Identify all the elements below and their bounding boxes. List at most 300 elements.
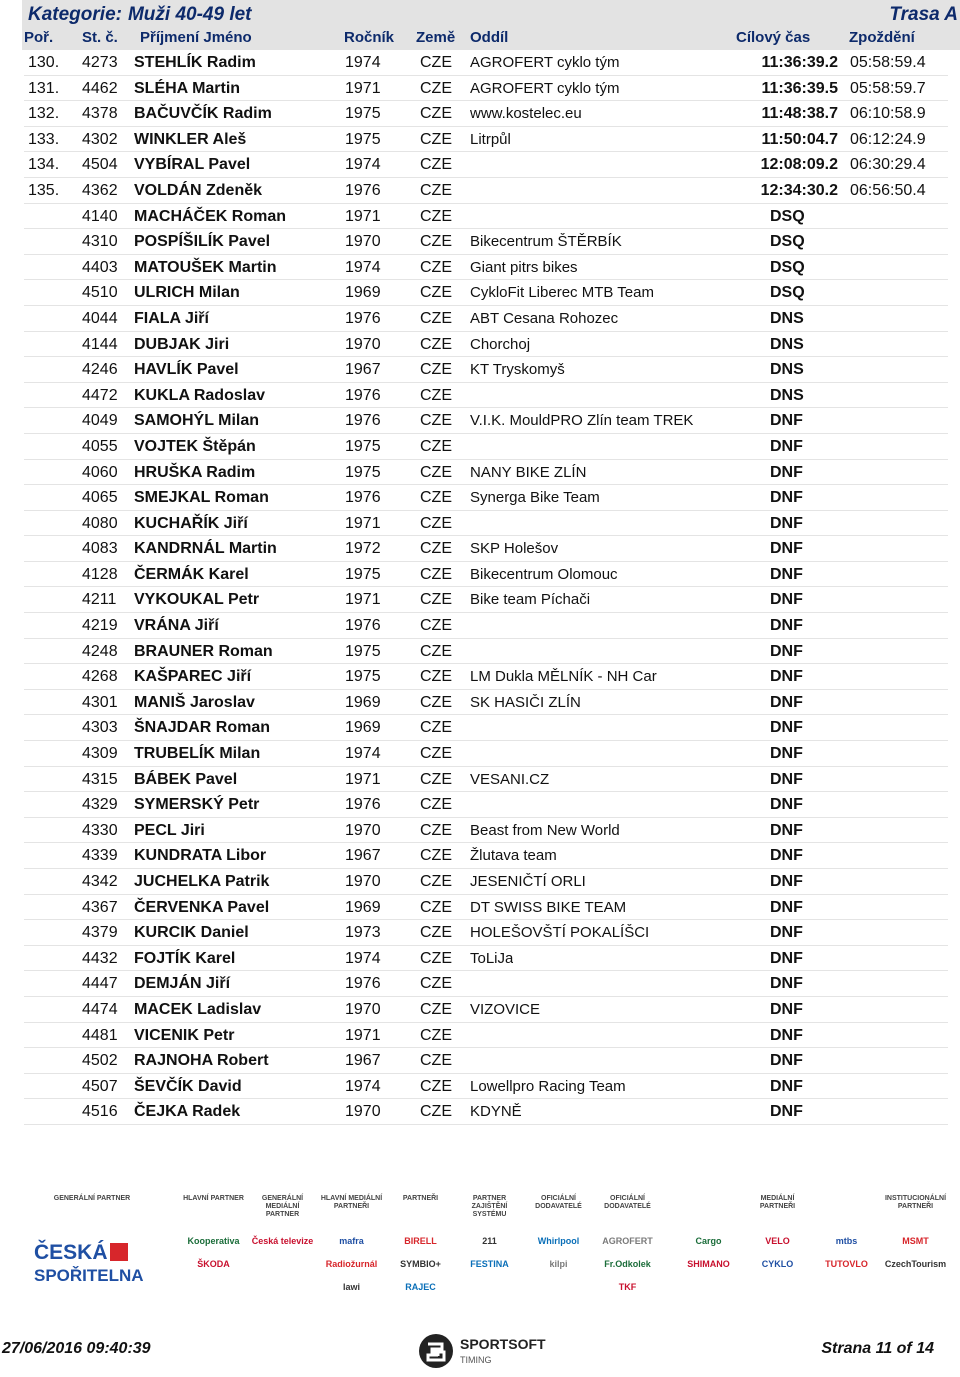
- page-number: Strana 11 of 14: [821, 1340, 934, 1357]
- bib-number-cell: 4403: [82, 258, 118, 276]
- bib-number-cell: 4367: [82, 898, 118, 916]
- rider-name-cell: ČERVENKA Pavel: [134, 898, 270, 916]
- status-cell: DNF: [770, 540, 803, 558]
- table-row: [24, 511, 948, 537]
- country-cell: CZE: [420, 1103, 452, 1121]
- bib-number-cell: 4219: [82, 617, 118, 635]
- partner-column: [677, 1195, 740, 1320]
- club-cell: LM Dukla MĚLNÍK - NH Car: [470, 668, 657, 686]
- birth-year-cell: 1975: [345, 668, 381, 686]
- country-cell: CZE: [420, 489, 452, 507]
- club-cell: JESENIČTÍ ORLI: [470, 873, 586, 890]
- rider-name-cell: STEHLÍK Radim: [134, 54, 256, 71]
- country-cell: CZE: [420, 796, 452, 814]
- partner-logo: TKF: [618, 1282, 637, 1292]
- rider-name-cell: VICENIK Petr: [134, 1026, 235, 1044]
- rider-name-cell: KUKLA Radoslav: [134, 386, 265, 404]
- status-cell: DNF: [770, 975, 803, 993]
- country-cell: CZE: [420, 668, 452, 686]
- status-cell: DNF: [770, 1077, 803, 1095]
- partner-logo: AGROFERT: [602, 1236, 653, 1246]
- table-row: [24, 408, 948, 434]
- position-cell: 132.: [28, 105, 60, 123]
- status-cell: DNF: [770, 898, 803, 916]
- bib-number-cell: 4065: [82, 489, 118, 507]
- birth-year-cell: 1975: [345, 130, 381, 148]
- partner-logo: SHIMANO: [687, 1259, 730, 1269]
- birth-year-cell: 1976: [345, 181, 381, 199]
- birth-year-cell: 1975: [345, 105, 381, 123]
- club-cell: Žlutava team: [470, 847, 557, 865]
- bib-number-cell: 4432: [82, 949, 118, 967]
- status-cell: DSQ: [770, 233, 805, 251]
- table-row: [24, 562, 948, 588]
- table-row: [24, 1023, 948, 1049]
- partner-logo: CzechTourism: [884, 1259, 947, 1269]
- table-row: [24, 255, 948, 281]
- club-cell: Litrpůl: [470, 130, 511, 148]
- club-cell: Chorchoj: [470, 335, 531, 353]
- bib-number-cell: 4273: [82, 54, 118, 71]
- birth-year-cell: 1976: [345, 386, 381, 404]
- partner-column-title: PARTNEŘI: [402, 1195, 439, 1202]
- bib-number-cell: 4502: [82, 1052, 118, 1070]
- partner-column: [182, 1195, 245, 1320]
- bib-number-cell: 4342: [82, 873, 118, 890]
- position-cell: 134.: [28, 156, 60, 174]
- country-cell: CZE: [420, 745, 452, 763]
- bib-number-cell: 4339: [82, 847, 118, 865]
- club-cell: Beast from New World: [470, 821, 620, 839]
- rider-name-cell: MATOUŠEK Martin: [134, 258, 277, 276]
- country-cell: CZE: [420, 412, 452, 430]
- rider-name-cell: KURCIK Daniel: [134, 924, 249, 942]
- time-gap-cell: 06:12:24.9: [850, 130, 926, 148]
- partner-logo: SYMBIO+: [400, 1259, 441, 1269]
- results-header: [22, 0, 960, 50]
- partner-logo: FESTINA: [470, 1259, 509, 1269]
- bib-number-cell: 4303: [82, 719, 118, 737]
- partner-column: [884, 1195, 947, 1320]
- country-cell: CZE: [420, 540, 452, 558]
- country-cell: CZE: [420, 873, 452, 890]
- status-cell: DNF: [770, 463, 803, 481]
- birth-year-cell: 1967: [345, 847, 381, 865]
- table-row: [24, 971, 948, 997]
- status-cell: DNF: [770, 489, 803, 507]
- birth-year-cell: 1974: [345, 949, 381, 967]
- bib-number-cell: 4302: [82, 130, 118, 148]
- svg-text:ČESKÁ: ČESKÁ: [34, 1241, 108, 1264]
- table-row: [24, 946, 948, 972]
- birth-year-cell: 1975: [345, 642, 381, 660]
- bib-number-cell: 4481: [82, 1026, 118, 1044]
- status-cell: DNF: [770, 412, 803, 430]
- table-row: [24, 715, 948, 741]
- country-cell: CZE: [420, 514, 452, 532]
- bib-number-cell: 4049: [82, 412, 118, 430]
- club-cell: KDYNĚ: [470, 1103, 522, 1121]
- partner-logo: BIRELL: [404, 1236, 437, 1246]
- birth-year-cell: 1974: [345, 156, 381, 174]
- status-cell: DNS: [770, 386, 804, 404]
- birth-year-cell: 1969: [345, 284, 381, 302]
- status-cell: DSQ: [770, 207, 805, 225]
- bib-number-cell: 4329: [82, 796, 118, 814]
- bib-number-cell: 4310: [82, 233, 118, 251]
- rider-name-cell: BAČUVČÍK Radim: [134, 105, 272, 123]
- bib-number-cell: 4140: [82, 207, 118, 225]
- rider-name-cell: KANDRNÁL Martin: [134, 540, 277, 558]
- partner-logo: Cargo: [695, 1236, 722, 1246]
- rider-name-cell: ŠNAJDAR Roman: [134, 719, 271, 737]
- birth-year-cell: 1971: [345, 207, 381, 225]
- club-cell: Giant pitrs bikes: [470, 258, 578, 276]
- club-cell: Bikecentrum Olomouc: [470, 565, 618, 583]
- country-cell: CZE: [420, 949, 452, 967]
- birth-year-cell: 1972: [345, 540, 381, 558]
- partner-column-title: HLAVNÍ PARTNER: [183, 1195, 244, 1202]
- table-row: [24, 792, 948, 818]
- partner-column-title: [677, 1195, 740, 1225]
- table-row: [24, 869, 948, 895]
- status-cell: DNF: [770, 565, 803, 583]
- country-cell: CZE: [420, 130, 452, 148]
- partners-strip: [22, 1195, 947, 1320]
- partner-logo: Kooperativa: [187, 1236, 240, 1246]
- finish-time-cell: 11:36:39.2: [761, 54, 838, 71]
- print-datetime: 27/06/2016 09:40:39: [2, 1340, 151, 1357]
- partner-column-title: HLAVNÍ MEDIÁLNÍ PARTNEŘI: [320, 1195, 383, 1210]
- birth-year-cell: 1974: [345, 54, 381, 71]
- status-cell: DNF: [770, 514, 803, 532]
- bib-number-cell: 4447: [82, 975, 118, 993]
- birth-year-cell: 1974: [345, 1077, 381, 1095]
- sportsoft-logo: [416, 1330, 546, 1372]
- country-cell: CZE: [420, 463, 452, 481]
- country-cell: CZE: [420, 105, 452, 123]
- status-cell: DNF: [770, 719, 803, 737]
- rider-name-cell: ČEJKA Radek: [134, 1103, 241, 1121]
- rider-name-cell: MANIŠ Jaroslav: [134, 693, 255, 711]
- bib-number-cell: 4128: [82, 565, 118, 583]
- table-row: [24, 306, 948, 332]
- status-cell: DNF: [770, 949, 803, 967]
- status-cell: DNF: [770, 642, 803, 660]
- bib-number-cell: 4246: [82, 361, 118, 379]
- svg-text:SPOŘITELNA: SPOŘITELNA: [34, 1266, 144, 1285]
- table-row: [24, 664, 948, 690]
- finish-time-cell: 12:34:30.2: [760, 181, 838, 199]
- partner-column: [251, 1195, 314, 1320]
- club-cell: KT Tryskomyš: [470, 361, 565, 379]
- country-cell: CZE: [420, 642, 452, 660]
- country-cell: CZE: [420, 79, 452, 97]
- club-cell: AGROFERT cyklo tým: [470, 79, 620, 97]
- bib-number-cell: 4472: [82, 386, 118, 404]
- bib-number-cell: 4330: [82, 821, 118, 839]
- club-cell: CykloFit Liberec MTB Team: [470, 284, 654, 302]
- bib-number-cell: 4510: [82, 284, 118, 302]
- rider-name-cell: MACEK Ladislav: [134, 1000, 262, 1018]
- club-cell: Lowellpro Racing Team: [470, 1077, 626, 1095]
- status-cell: DNF: [770, 1103, 803, 1121]
- rider-name-cell: VRÁNA Jiří: [134, 617, 219, 635]
- col-header-name: Příjmení Jméno: [140, 29, 252, 46]
- country-cell: CZE: [420, 591, 452, 609]
- country-cell: CZE: [420, 258, 452, 276]
- col-header-bib: St. č.: [82, 29, 118, 46]
- partner-logo: MSMT: [902, 1236, 929, 1246]
- club-cell: DT SWISS BIKE TEAM: [470, 898, 627, 916]
- rider-name-cell: SMEJKAL Roman: [134, 489, 269, 507]
- table-row: [24, 690, 948, 716]
- status-cell: DNF: [770, 1026, 803, 1044]
- bib-number-cell: 4060: [82, 463, 118, 481]
- birth-year-cell: 1967: [345, 1052, 381, 1070]
- table-row: [24, 895, 948, 921]
- table-row: [24, 843, 948, 869]
- status-cell: DNF: [770, 770, 803, 788]
- bib-number-cell: 4055: [82, 437, 118, 455]
- country-cell: CZE: [420, 1026, 452, 1044]
- country-cell: CZE: [420, 156, 452, 174]
- table-row: [24, 741, 948, 767]
- time-gap-cell: 05:58:59.4: [850, 54, 926, 71]
- rider-name-cell: VOJTEK Štěpán: [134, 437, 256, 455]
- birth-year-cell: 1975: [345, 437, 381, 455]
- table-row: [24, 997, 948, 1023]
- country-cell: CZE: [420, 335, 452, 353]
- bib-number-cell: 4378: [82, 105, 118, 123]
- table-row: [24, 460, 948, 486]
- partner-column: [527, 1195, 590, 1320]
- birth-year-cell: 1976: [345, 489, 381, 507]
- partner-logo: kilpi: [549, 1259, 568, 1269]
- col-header-country: Země: [416, 29, 456, 46]
- club-cell: www.kostelec.eu: [470, 105, 582, 123]
- country-cell: CZE: [420, 924, 452, 942]
- table-row: [24, 434, 948, 460]
- status-cell: DNF: [770, 668, 803, 686]
- partner-logo: Whirlpool: [537, 1236, 580, 1246]
- bib-number-cell: 4462: [82, 79, 118, 97]
- partner-logo: CYKLO: [761, 1259, 794, 1269]
- birth-year-cell: 1970: [345, 1103, 381, 1121]
- birth-year-cell: 1970: [345, 1000, 381, 1018]
- col-header-gap: Zpoždění: [849, 29, 915, 46]
- table-row: [24, 280, 948, 306]
- country-cell: CZE: [420, 181, 452, 199]
- partner-column: [458, 1195, 521, 1320]
- country-cell: CZE: [420, 233, 452, 251]
- club-cell: AGROFERT cyklo tým: [470, 54, 620, 71]
- table-row: [24, 818, 948, 844]
- country-cell: CZE: [420, 54, 452, 71]
- sportsoft-timing: TIMING: [460, 1355, 492, 1365]
- time-gap-cell: 05:58:59.7: [850, 79, 926, 97]
- rider-name-cell: SYMERSKÝ Petr: [134, 796, 260, 814]
- club-cell: NANY BIKE ZLÍN: [470, 463, 587, 481]
- status-cell: DNF: [770, 693, 803, 711]
- position-cell: 130.: [28, 54, 60, 71]
- time-gap-cell: 06:30:29.4: [850, 156, 926, 174]
- bib-number-cell: 4144: [82, 335, 118, 353]
- status-cell: DNS: [770, 309, 804, 327]
- bib-number-cell: 4301: [82, 693, 118, 711]
- rider-name-cell: KUCHAŘÍK Jiří: [134, 514, 248, 532]
- country-cell: CZE: [420, 207, 452, 225]
- category-value: Muži 40-49 let: [127, 4, 252, 25]
- bib-number-cell: 4504: [82, 156, 118, 174]
- rider-name-cell: KUNDRATA Libor: [134, 847, 267, 865]
- birth-year-cell: 1971: [345, 1026, 381, 1044]
- country-cell: CZE: [420, 309, 452, 327]
- ceska-sporitelna-logo-graphic: [22, 1237, 162, 1287]
- birth-year-cell: 1970: [345, 821, 381, 839]
- partner-logo: Radiožurnál: [325, 1259, 378, 1269]
- rider-name-cell: POSPÍŠILÍK Pavel: [134, 233, 271, 251]
- birth-year-cell: 1971: [345, 514, 381, 532]
- partner-column: [389, 1195, 452, 1320]
- birth-year-cell: 1967: [345, 361, 381, 379]
- bib-number-cell: 4268: [82, 668, 118, 686]
- birth-year-cell: 1971: [345, 591, 381, 609]
- table-row: [24, 50, 948, 76]
- finish-time-cell: 12:08:09.2: [760, 156, 838, 174]
- club-cell: VESANI.CZ: [470, 770, 550, 788]
- club-cell: Synerga Bike Team: [470, 489, 600, 507]
- finish-time-cell: 11:48:38.7: [761, 105, 838, 123]
- bib-number-cell: 4248: [82, 642, 118, 660]
- birth-year-cell: 1974: [345, 745, 381, 763]
- table-row: [24, 357, 948, 383]
- partner-column-title: INSTITUCIONÁLNÍ PARTNEŘI: [884, 1195, 947, 1210]
- country-cell: CZE: [420, 437, 452, 455]
- rider-name-cell: FOJTÍK Karel: [134, 949, 236, 967]
- status-cell: DSQ: [770, 284, 805, 302]
- partner-logo: ŠKODA: [197, 1259, 230, 1269]
- partner-column: [320, 1195, 383, 1320]
- birth-year-cell: 1971: [345, 79, 381, 97]
- bib-number-cell: 4362: [82, 181, 118, 199]
- bib-number-cell: 4516: [82, 1103, 118, 1121]
- country-cell: CZE: [420, 719, 452, 737]
- col-header-year: Ročník: [344, 29, 395, 46]
- country-cell: CZE: [420, 1000, 452, 1018]
- rider-name-cell: ŠEVČÍK David: [134, 1077, 242, 1095]
- table-row: [24, 1099, 948, 1125]
- club-cell: HOLEŠOVŠTÍ POKALÍŠCI: [470, 924, 650, 942]
- rider-name-cell: BRAUNER Roman: [134, 642, 273, 660]
- bib-number-cell: 4309: [82, 745, 118, 763]
- birth-year-cell: 1975: [345, 463, 381, 481]
- status-cell: DNF: [770, 1052, 803, 1070]
- rider-name-cell: RAJNOHA Robert: [134, 1052, 269, 1070]
- rider-name-cell: VYBÍRAL Pavel: [134, 156, 251, 174]
- club-cell: VIZOVICE: [470, 1000, 541, 1018]
- club-cell: Bike team Píchači: [470, 591, 591, 609]
- partner-column: [746, 1195, 809, 1320]
- birth-year-cell: 1973: [345, 924, 381, 942]
- partner-column-title: GENERÁLNÍ MEDIÁLNÍ PARTNER: [261, 1195, 304, 1218]
- country-cell: CZE: [420, 1077, 452, 1095]
- col-header-club: Oddíl: [470, 29, 509, 46]
- rider-name-cell: SAMOHÝL Milan: [134, 412, 260, 430]
- rider-name-cell: BÁBEK Pavel: [134, 770, 238, 788]
- birth-year-cell: 1975: [345, 565, 381, 583]
- table-row: [24, 920, 948, 946]
- general-partner: [22, 1195, 162, 1320]
- finish-time-cell: 11:36:39.5: [761, 79, 838, 97]
- rider-name-cell: KAŠPAREC Jiří: [134, 668, 252, 686]
- country-cell: CZE: [420, 898, 452, 916]
- rider-name-cell: DEMJÁN Jiří: [134, 975, 231, 993]
- table-row: [24, 767, 948, 793]
- country-cell: CZE: [420, 847, 452, 865]
- country-cell: CZE: [420, 386, 452, 404]
- club-cell: Bikecentrum ŠTĚRBÍK: [470, 233, 622, 251]
- table-row: [24, 76, 948, 102]
- partner-logo: mafra: [339, 1236, 364, 1246]
- club-cell: ABT Cesana Rohozec: [470, 309, 619, 327]
- club-cell: ToLiJa: [470, 949, 514, 967]
- country-cell: CZE: [420, 617, 452, 635]
- rider-name-cell: ULRICH Milan: [134, 284, 240, 302]
- col-header-time: Cílový čas: [736, 29, 811, 46]
- club-cell: SK HASIČI ZLÍN: [470, 693, 581, 711]
- bib-number-cell: 4080: [82, 514, 118, 532]
- status-cell: DNF: [770, 821, 803, 839]
- partner-logo: Fr.Odkolek: [604, 1259, 651, 1269]
- bib-number-cell: 4474: [82, 1000, 118, 1018]
- table-row: [24, 613, 948, 639]
- sportsoft-logo-icon: [416, 1330, 546, 1372]
- table-row: [24, 1048, 948, 1074]
- country-cell: CZE: [420, 284, 452, 302]
- birth-year-cell: 1974: [345, 258, 381, 276]
- country-cell: CZE: [420, 565, 452, 583]
- rider-name-cell: WINKLER Aleš: [134, 130, 247, 148]
- bib-number-cell: 4315: [82, 770, 118, 788]
- birth-year-cell: 1976: [345, 796, 381, 814]
- country-cell: CZE: [420, 1052, 452, 1070]
- country-cell: CZE: [420, 361, 452, 379]
- status-cell: DNF: [770, 591, 803, 609]
- club-cell: V.I.K. MouldPRO Zlín team TREK: [470, 412, 694, 430]
- birth-year-cell: 1970: [345, 873, 381, 890]
- category-label: Kategorie:: [28, 4, 122, 25]
- rider-name-cell: MACHÁČEK Roman: [134, 207, 286, 225]
- bib-number-cell: 4507: [82, 1077, 118, 1095]
- status-cell: DNF: [770, 796, 803, 814]
- time-gap-cell: 06:10:58.9: [850, 105, 926, 123]
- birth-year-cell: 1976: [345, 617, 381, 635]
- partner-column-title: OFICIÁLNÍ DODAVATELÉ: [604, 1195, 651, 1210]
- country-cell: CZE: [420, 821, 452, 839]
- partner-logo: TUTOVLO: [825, 1259, 868, 1269]
- country-cell: CZE: [420, 693, 452, 711]
- partner-logo: Česká televize: [251, 1236, 314, 1246]
- status-cell: DNF: [770, 873, 803, 890]
- position-cell: 131.: [28, 79, 60, 97]
- results-table: [24, 50, 948, 1125]
- partner-column: [815, 1195, 878, 1320]
- table-row: [24, 101, 948, 127]
- birth-year-cell: 1970: [345, 335, 381, 353]
- finish-time-cell: 11:50:04.7: [761, 130, 838, 148]
- general-partner-title: GENERÁLNÍ PARTNER: [53, 1195, 131, 1202]
